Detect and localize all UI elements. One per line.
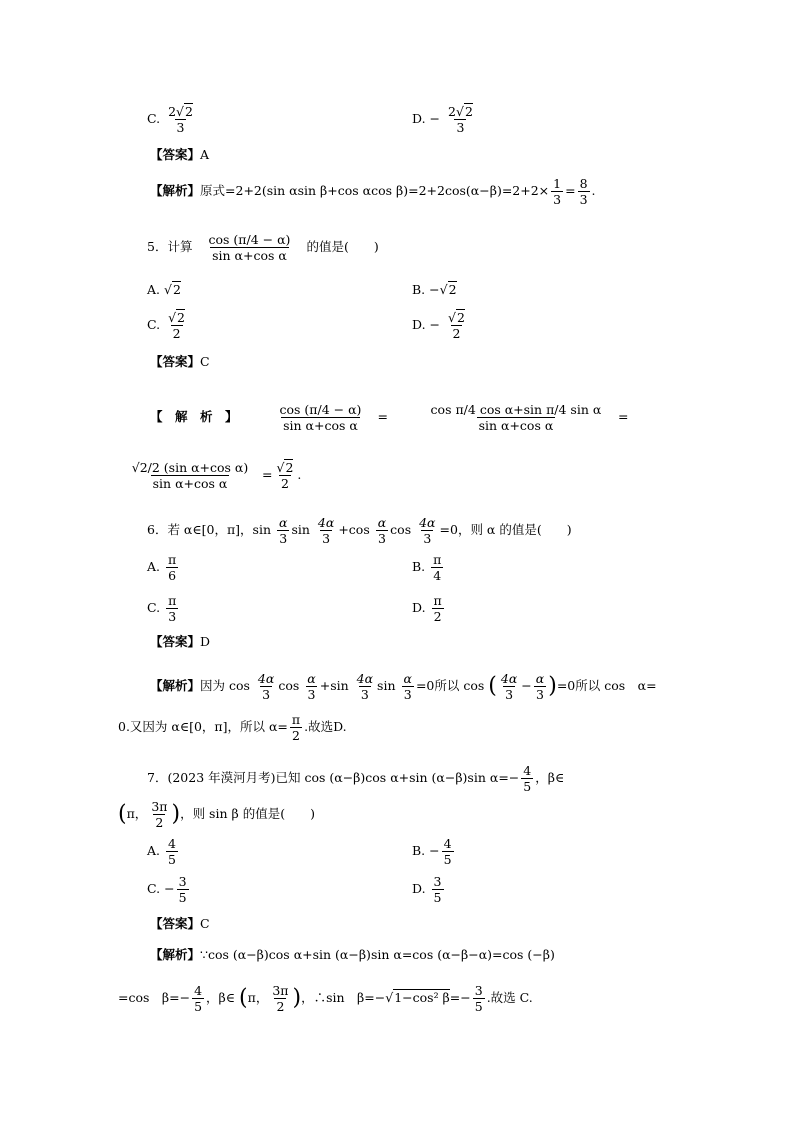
- q5-option-b: B. −√2: [412, 282, 457, 297]
- q5-solution-line1: 【 解 析 】 $\frac{\cos (\pi/4 - \alpha)}{\text{sin α+cos α}}$ = $\frac{\text{cos π/4 cos α+sin π/4 sin α}}{\text{sin α+cos α}}$ =: [150, 402, 629, 433]
- q5-option-a: A. √2: [147, 282, 181, 297]
- q4-answer: 【答案】A: [150, 147, 210, 162]
- q4-solution: 【解析】原式=2+2(sin αsin β+cos αcos β)=2+2cos(α−β)=2+2× $\frac{1}{3}$ = $\frac{8}{3}$ .: [150, 176, 596, 207]
- q7-answer: 【答案】C: [150, 916, 210, 931]
- q5-option-c: C. $\frac{√2}{2}$: [147, 310, 185, 341]
- q6-option-b: B. $\frac{\pi}{4}$: [412, 552, 442, 583]
- q7-solution-line2: =cos β=− $\frac{4}{5}$ ，β∈ (π， $\frac{3\pi}{2}$ )，∴sin β=−√1−cos² β=− $\frac{3}{5}$ .故选 C.: [118, 983, 533, 1014]
- q5-answer: 【答案】C: [150, 354, 210, 369]
- q6-solution-line2: 0.又因为 α∈[0，π]，所以 α= $\frac{\pi}{2}$ .故选D.: [118, 712, 347, 743]
- q7-stem-line1: 7．(2023 年漠河月考)已知 cos (α−β)cos α+sin (α−β)sin α=− $\frac{4}{5}$ ，β∈: [147, 763, 565, 794]
- q6-option-d: D. $\frac{\pi}{2}$: [412, 593, 442, 624]
- q5-option-d: D. − $\frac{√2}{2}$: [412, 310, 465, 341]
- q7-stem-line2: (π， $\frac{3\pi}{2}$ )，则 sin β 的值是( ): [118, 799, 315, 830]
- q6-option-c: C. $\frac{\pi}{3}$: [147, 593, 177, 624]
- q4-option-d-value: $\frac{2√2}{3}$: [448, 104, 473, 135]
- q5-stem-fraction: $\frac{\cos (\pi/4 - \alpha)}{\text{sin α+cos α}}$: [208, 232, 291, 263]
- q6-stem: 6．若 α∈[0，π]，sin $\frac{\alpha}{3}$ sin $\frac{4\alpha}{3}$ +cos $\frac{\alpha}{3}$ cos $\frac{4\alpha}{3}$ =0，则 α 的值是( ): [147, 515, 572, 546]
- q7-option-b: B. − $\frac{4}{5}$: [412, 836, 452, 867]
- q4-option-c-value: $\frac{2√2}{3}$: [168, 104, 193, 135]
- q7-solution-line1: 【解析】∵cos (α−β)cos α+sin (α−β)sin α=cos (α−β−α)=cos (−β): [150, 947, 555, 962]
- q5-solution-line2: $\frac{\text{√2/2 (sin α+cos α)}}{\text{sin α+cos α}}$ = $\frac{√2}{2}$ .: [131, 460, 302, 491]
- q7-option-c: C. − $\frac{3}{5}$: [147, 874, 187, 905]
- q4-option-c: C. $\frac{2√2}{3}$: [147, 104, 193, 135]
- q6-solution-line1: 【解析】因为 cos $\frac{4\alpha}{3}$ cos $\frac{\alpha}{3}$ +sin $\frac{4\alpha}{3}$ sin $\frac{\alpha}{3}$ =0所以 cos ( $\frac{4\alpha}{3}$ − $\frac{\alpha}{3}$ )=0所以 cos α=: [150, 671, 657, 702]
- q4-option-d: D. − $\frac{2√2}{3}$: [412, 104, 473, 135]
- q7-option-a: A. $\frac{4}{5}$: [147, 836, 176, 867]
- q6-answer: 【答案】D: [150, 634, 211, 649]
- q6-option-a: A. $\frac{\pi}{6}$: [147, 552, 177, 583]
- q7-option-d: D. $\frac{3}{5}$: [412, 874, 442, 905]
- q5-stem: 5．计算 $\frac{\cos (\pi/4 - \alpha)}{\text{sin α+cos α}}$ 的值是( ): [147, 232, 379, 263]
